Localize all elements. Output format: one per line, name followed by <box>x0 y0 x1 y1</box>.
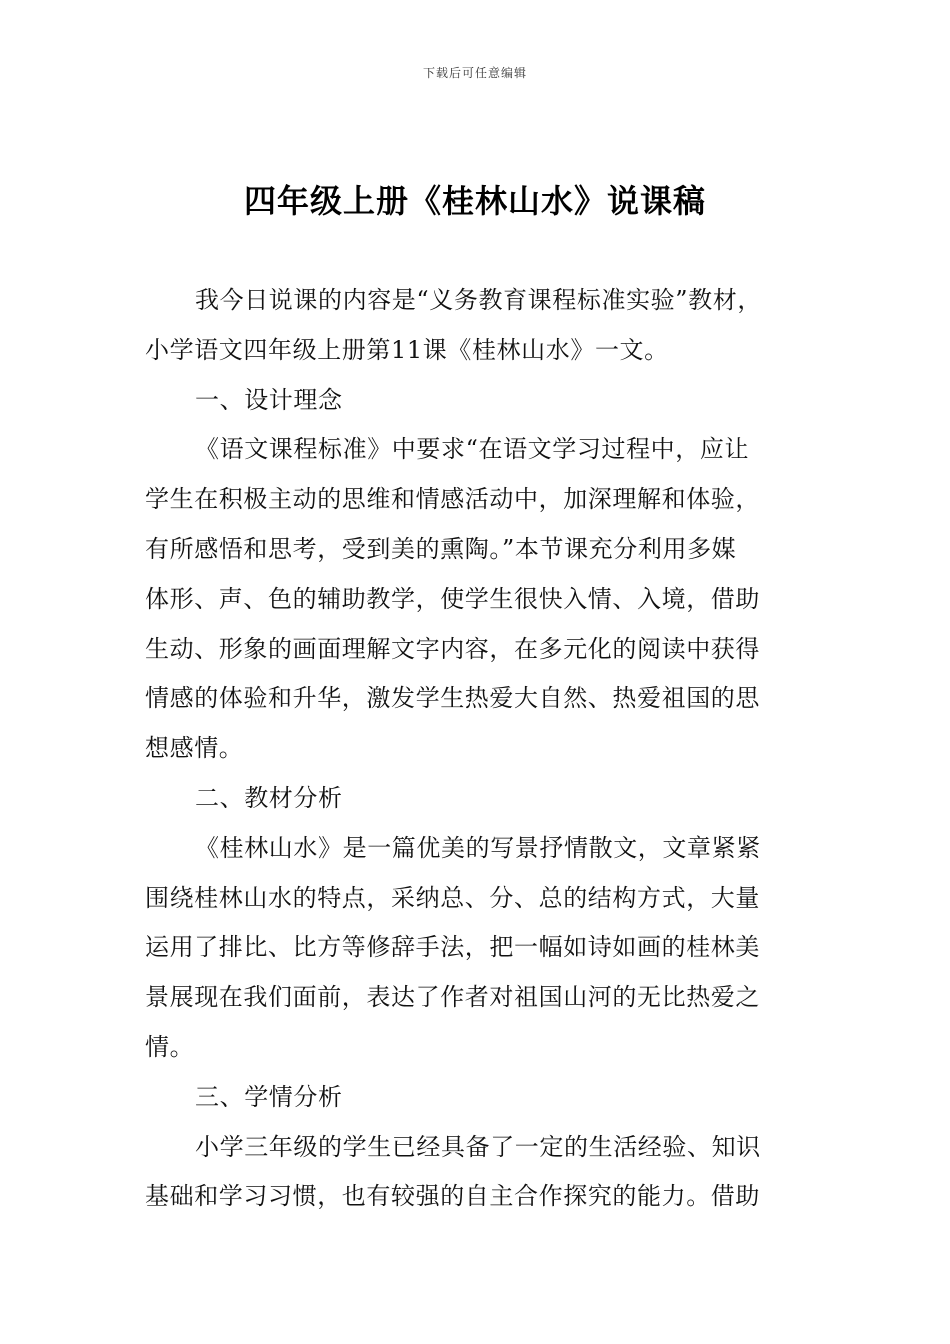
section-heading: 三、学情分析 <box>195 1082 343 1111</box>
paragraph-line: 围绕桂林山水的特点，采纳总、分、总的结构方式，大量 <box>145 883 760 912</box>
section-heading: 一、设计理念 <box>195 385 343 414</box>
section-heading: 二、教材分析 <box>195 783 343 812</box>
paragraph-line: 情。 <box>145 1032 195 1061</box>
paragraph-line: 运用了排比、比方等修辞手法，把一幅如诗如画的桂林美 <box>145 933 760 962</box>
paragraph-line: 基础和学习习惯，也有较强的自主合作探究的能力。借助 <box>145 1182 760 1211</box>
page-header: 下载后可任意编辑 <box>422 66 527 80</box>
paragraph-line: 景展现在我们面前，表达了作者对祖国山河的无比热爱之 <box>145 983 760 1012</box>
paragraph-line: 生动、形象的画面理解文字内容，在多元化的阅读中获得 <box>145 634 760 663</box>
paragraph-line: 小学三年级的学生已经具备了一定的生活经验、知识 <box>195 1132 761 1161</box>
document-body <box>145 276 835 1222</box>
paragraph-line: 《桂林山水》是一篇优美的写景抒情散文，文章紧紧 <box>195 833 761 862</box>
paragraph-line: 小学语文四年级上册第11课《桂林山水》一文。 <box>145 335 669 364</box>
paragraph-line: 《语文课程标准》中要求“在语文学习过程中，应让 <box>195 435 750 464</box>
paragraph-line: 情感的体验和升华，激发学生热爱大自然、热爱祖国的思 <box>145 684 760 713</box>
paragraph-line: 学生在积极主动的思维和情感活动中，加深理解和体验， <box>145 485 760 514</box>
paragraph-line: 体形、声、色的辅助教学，使学生很快入情、入境，借助 <box>145 584 760 613</box>
paragraph-line: 想感情。 <box>145 734 244 763</box>
document-title: 四年级上册《桂林山水》说课稿 <box>243 182 706 220</box>
paragraph-line: 有所感悟和思考，受到美的熏陶。”本节课充分利用多媒 <box>145 534 737 563</box>
paragraph-line: 我今日说课的内容是“义务教育课程标准实验”教材， <box>195 286 762 314</box>
